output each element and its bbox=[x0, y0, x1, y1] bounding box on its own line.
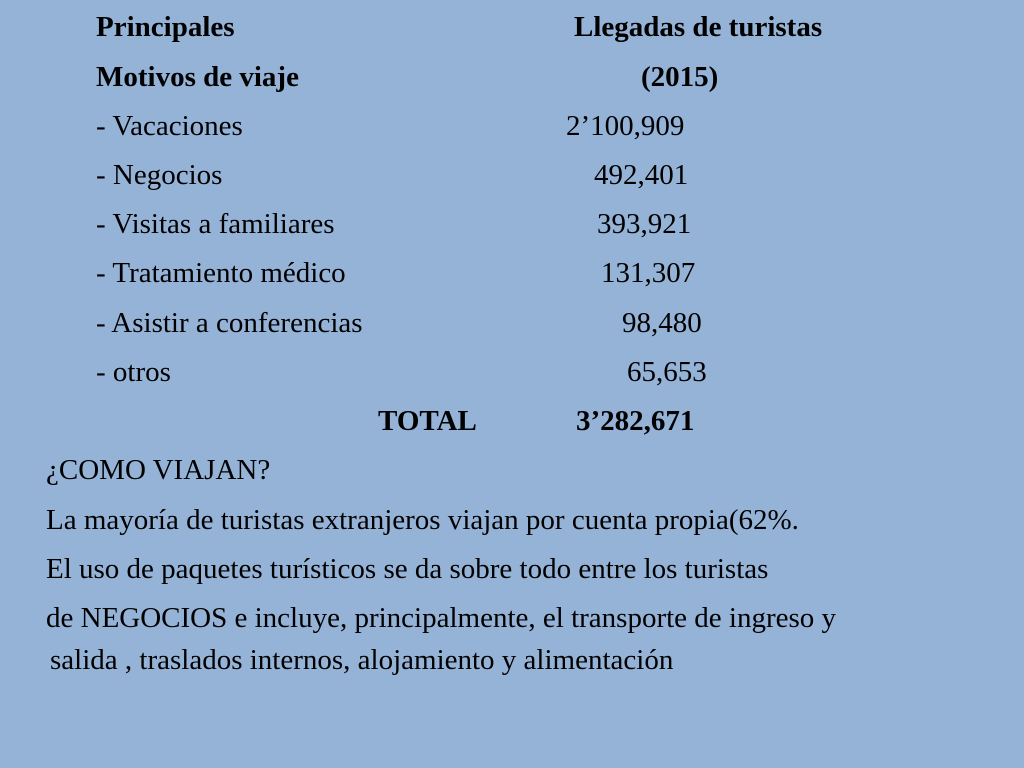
row-value-vacaciones: 2’100,909 bbox=[566, 110, 685, 142]
row-label-conferencias: - Asistir a conferencias bbox=[96, 307, 363, 339]
header-col1-line1: Principales bbox=[96, 11, 235, 43]
total-label: TOTAL bbox=[378, 405, 477, 437]
row-value-negocios: 492,401 bbox=[594, 159, 689, 191]
row-label-vacaciones: - Vacaciones bbox=[96, 110, 243, 142]
header-col2-line2: (2015) bbox=[641, 61, 719, 93]
paragraph-line-3: de NEGOCIOS e incluye, principalmente, el transporte de ingreso y bbox=[46, 602, 837, 634]
total-value: 3’282,671 bbox=[576, 405, 695, 437]
row-value-tratamiento: 131,307 bbox=[601, 257, 696, 289]
row-label-negocios: - Negocios bbox=[96, 159, 223, 191]
header-col2-line1: Llegadas de turistas bbox=[574, 11, 823, 43]
row-value-conferencias: 98,480 bbox=[622, 307, 702, 339]
paragraph-line-4: salida , traslados internos, alojamiento y alimentación bbox=[50, 644, 674, 676]
section-heading: ¿COMO VIAJAN? bbox=[46, 454, 271, 486]
row-label-visitas: - Visitas a familiares bbox=[96, 208, 335, 240]
row-label-tratamiento: - Tratamiento médico bbox=[96, 257, 346, 289]
row-label-otros: - otros bbox=[96, 356, 171, 388]
row-value-otros: 65,653 bbox=[627, 356, 707, 388]
row-value-visitas: 393,921 bbox=[597, 208, 692, 240]
paragraph-line-1: La mayoría de turistas extranjeros viajan por cuenta propia(62%. bbox=[46, 504, 799, 536]
header-col1-line2: Motivos de viaje bbox=[96, 61, 299, 93]
paragraph-line-2: El uso de paquetes turísticos se da sobre todo entre los turistas bbox=[46, 553, 769, 585]
